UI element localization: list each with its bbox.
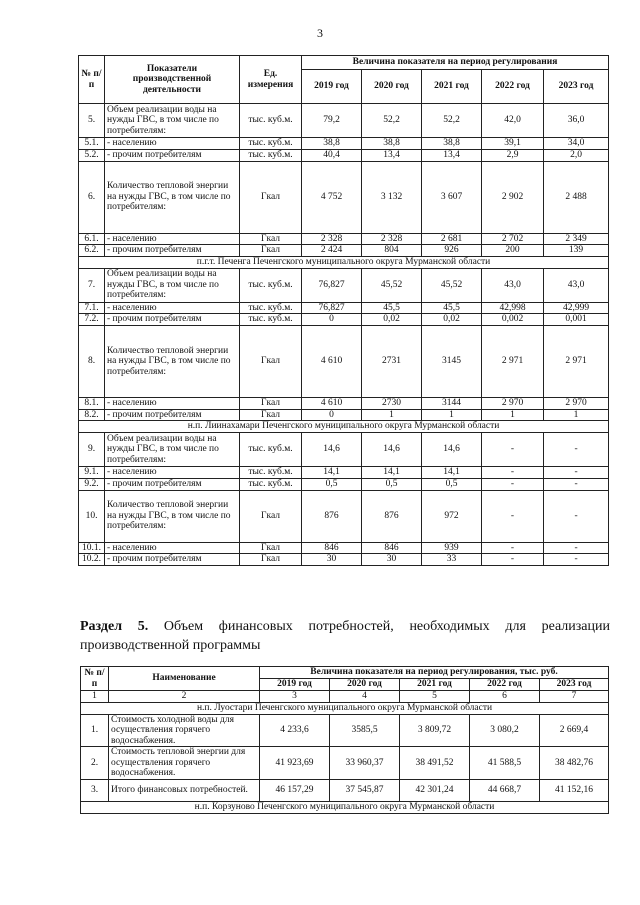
row-name: Количество тепловой энергии на нужды ГВС, в том числе по потребителям: [105, 326, 240, 398]
row-value: 38,8 [362, 138, 422, 150]
row-value: 14,1 [302, 467, 362, 479]
row-value: 2 681 [422, 233, 482, 245]
header-year: 2021 год [400, 679, 470, 691]
table-row [79, 104, 609, 138]
row-unit: Гкал [240, 409, 302, 421]
row-unit: Гкал [240, 398, 302, 410]
row-name: - населению [105, 138, 240, 150]
row-value: 36,0 [544, 104, 609, 138]
row-number: 8. [79, 326, 105, 398]
row-name: - прочим потребителям [105, 478, 240, 490]
table-row [81, 747, 609, 780]
row-name: - населению [105, 233, 240, 245]
row-name: Количество тепловой энергии на нужды ГВС, в том числе по потребителям: [105, 161, 240, 233]
row-name: Объем реализации воды на нужды ГВС, в том числе по потребителям: [105, 104, 240, 138]
row-value: 2,9 [482, 149, 544, 161]
row-value: 45,5 [422, 302, 482, 314]
row-value: 3145 [422, 326, 482, 398]
row-value: 926 [422, 245, 482, 257]
table-row [79, 478, 609, 490]
row-value: - [482, 433, 544, 467]
row-value: 3 080,2 [470, 714, 540, 747]
row-value: 0 [302, 409, 362, 421]
table-row [81, 779, 609, 801]
header-year: 2023 год [544, 70, 609, 104]
row-number: 8.1. [79, 398, 105, 410]
row-value: 41 923,69 [260, 747, 330, 780]
row-name: - населению [105, 302, 240, 314]
row-number: 1. [81, 714, 109, 747]
row-value: 846 [302, 542, 362, 554]
row-value: 3585,5 [330, 714, 400, 747]
row-value: 0,02 [362, 314, 422, 326]
row-value: 40,4 [302, 149, 362, 161]
row-value: 45,52 [422, 268, 482, 302]
row-unit: Гкал [240, 554, 302, 566]
row-value: 2 488 [544, 161, 609, 233]
row-value: 0,001 [544, 314, 609, 326]
row-value: 4 610 [302, 398, 362, 410]
row-name: Итого финансовых потребностей. [109, 779, 260, 801]
row-value: 42 301,24 [400, 779, 470, 801]
row-value: 2 424 [302, 245, 362, 257]
row-number: 10. [79, 490, 105, 542]
region-row [79, 256, 609, 268]
table1-body [79, 104, 609, 566]
row-number: 2. [81, 747, 109, 780]
row-value: 41 588,5 [470, 747, 540, 780]
header-unit: Ед. измерения [240, 56, 302, 104]
row-value: 4 752 [302, 161, 362, 233]
row-unit: тыс. куб.м. [240, 467, 302, 479]
row-value: 43,0 [544, 268, 609, 302]
row-number: 10.1. [79, 542, 105, 554]
row-unit: тыс. куб.м. [240, 104, 302, 138]
region-title: н.п. Лиинахамари Печенгского муниципального округа Мурманской области [79, 421, 609, 433]
row-value: 2730 [362, 398, 422, 410]
section5-heading [80, 617, 610, 655]
row-value: 876 [302, 490, 362, 542]
row-value: 2 328 [362, 233, 422, 245]
page-number: 3 [317, 26, 323, 40]
row-name: Количество тепловой энергии на нужды ГВС, в том числе по потребителям: [105, 490, 240, 542]
row-value: 2 702 [482, 233, 544, 245]
row-value: 52,2 [362, 104, 422, 138]
row-value: 2 970 [482, 398, 544, 410]
row-unit: тыс. куб.м. [240, 478, 302, 490]
row-unit: Гкал [240, 542, 302, 554]
row-unit: тыс. куб.м. [240, 433, 302, 467]
row-value: 76,827 [302, 268, 362, 302]
header-year: 2023 год [540, 679, 609, 691]
header-year: 2022 год [470, 679, 540, 691]
header-name: Наименование [109, 667, 260, 691]
header-year: 2022 год [482, 70, 544, 104]
row-value: 14,1 [362, 467, 422, 479]
row-value: 46 157,29 [260, 779, 330, 801]
row-value: 0 [302, 314, 362, 326]
row-value: 4 233,6 [260, 714, 330, 747]
row-unit: Гкал [240, 161, 302, 233]
table-row [79, 467, 609, 479]
row-value: 44 668,7 [470, 779, 540, 801]
header-indicator: Показатели производственной деятельности [105, 56, 240, 104]
column-index: 3 [260, 691, 330, 703]
row-value: 1 [544, 409, 609, 421]
row-value: 0,02 [422, 314, 482, 326]
row-value: 2 902 [482, 161, 544, 233]
row-value: 79,2 [302, 104, 362, 138]
table-row [79, 138, 609, 150]
row-name: Объем реализации воды на нужды ГВС, в том числе по потребителям: [105, 268, 240, 302]
row-value: - [482, 467, 544, 479]
row-name: - населению [105, 398, 240, 410]
row-name: - населению [105, 467, 240, 479]
row-value: 4 610 [302, 326, 362, 398]
row-name: - населению [105, 542, 240, 554]
region-title: н.п. Луостари Печенгского муниципального округа Мурманской области [81, 702, 609, 714]
row-value: 939 [422, 542, 482, 554]
header-year: 2021 год [422, 70, 482, 104]
row-value: 2 970 [544, 398, 609, 410]
row-value: 38 482,76 [540, 747, 609, 780]
header-year: 2020 год [362, 70, 422, 104]
header-value-title: Величина показателя на период регулирования [302, 56, 609, 70]
row-value: 200 [482, 245, 544, 257]
row-value: 45,5 [362, 302, 422, 314]
row-number: 6.1. [79, 233, 105, 245]
table-row [79, 161, 609, 233]
column-index: 2 [109, 691, 260, 703]
row-unit: Гкал [240, 490, 302, 542]
region-row [81, 702, 609, 714]
table-row [79, 554, 609, 566]
header-value-title: Величина показателя на период регулирования, тыс. руб. [260, 667, 609, 679]
row-value: 38 491,52 [400, 747, 470, 780]
row-value: 2 971 [482, 326, 544, 398]
column-index: 7 [540, 691, 609, 703]
row-value: 38,8 [422, 138, 482, 150]
row-number: 7.1. [79, 302, 105, 314]
row-number: 5.1. [79, 138, 105, 150]
table-row [79, 302, 609, 314]
row-value: 2 328 [302, 233, 362, 245]
row-value: 972 [422, 490, 482, 542]
row-value: 42,999 [544, 302, 609, 314]
table-row [79, 233, 609, 245]
header-num: № п/п [79, 56, 105, 104]
column-index: 5 [400, 691, 470, 703]
row-unit: Гкал [240, 245, 302, 257]
row-value: 13,4 [422, 149, 482, 161]
row-name: - прочим потребителям [105, 314, 240, 326]
row-value: 43,0 [482, 268, 544, 302]
table-row [79, 314, 609, 326]
production-indicators-table [78, 55, 609, 566]
row-name: - прочим потребителям [105, 554, 240, 566]
table-row [79, 409, 609, 421]
row-value: 0,5 [362, 478, 422, 490]
table-row [79, 245, 609, 257]
row-unit: Гкал [240, 233, 302, 245]
row-unit: тыс. куб.м. [240, 268, 302, 302]
table-row [79, 149, 609, 161]
row-value: 1 [482, 409, 544, 421]
row-value: 139 [544, 245, 609, 257]
section5-label: Раздел 5. [80, 619, 149, 634]
row-value: - [482, 554, 544, 566]
table-row [81, 714, 609, 747]
row-value: 14,6 [422, 433, 482, 467]
row-value: 2 971 [544, 326, 609, 398]
row-unit: Гкал [240, 326, 302, 398]
row-value: 1 [362, 409, 422, 421]
row-number: 10.2. [79, 554, 105, 566]
row-value: - [544, 478, 609, 490]
row-value: 2731 [362, 326, 422, 398]
row-name: - прочим потребителям [105, 149, 240, 161]
row-value: 14,6 [302, 433, 362, 467]
row-name: - прочим потребителям [105, 409, 240, 421]
region-title: п.г.т. Печенга Печенгского муниципального округа Мурманской области [79, 256, 609, 268]
row-value: 30 [302, 554, 362, 566]
header-year: 2020 год [330, 679, 400, 691]
row-value: - [544, 554, 609, 566]
section5-title: Объем финансовых потребностей, необходимых для реализации производственной программы [80, 619, 610, 653]
row-value: 1 [422, 409, 482, 421]
region-title: н.п. Корзуново Печенгского муниципального округа Мурманской области [81, 801, 609, 813]
row-unit: тыс. куб.м. [240, 314, 302, 326]
row-unit: тыс. куб.м. [240, 302, 302, 314]
row-value: 42,998 [482, 302, 544, 314]
table-row [79, 490, 609, 542]
row-value: 33 960,37 [330, 747, 400, 780]
row-value: 38,8 [302, 138, 362, 150]
row-value: - [544, 490, 609, 542]
row-value: - [544, 467, 609, 479]
row-value: 3 132 [362, 161, 422, 233]
row-number: 8.2. [79, 409, 105, 421]
row-value: 45,52 [362, 268, 422, 302]
row-value: 30 [362, 554, 422, 566]
row-value: 34,0 [544, 138, 609, 150]
table-row [79, 542, 609, 554]
row-number: 9.1. [79, 467, 105, 479]
row-value: - [544, 542, 609, 554]
row-value: 2 669,4 [540, 714, 609, 747]
row-value: 14,1 [422, 467, 482, 479]
row-value: - [482, 478, 544, 490]
row-name: Стоимость тепловой энергии для осуществления горячего водоснабжения. [109, 747, 260, 780]
row-value: 0,5 [422, 478, 482, 490]
row-name: Стоимость холодной воды для осуществления горячего водоснабжения. [109, 714, 260, 747]
region-row [79, 421, 609, 433]
row-value: 876 [362, 490, 422, 542]
row-value: 3 809,72 [400, 714, 470, 747]
row-value: - [482, 542, 544, 554]
column-index: 6 [470, 691, 540, 703]
row-number: 9.2. [79, 478, 105, 490]
region-row [81, 801, 609, 813]
row-value: 33 [422, 554, 482, 566]
table-row [79, 433, 609, 467]
row-value: 0,5 [302, 478, 362, 490]
table-row [79, 398, 609, 410]
header-num: № п/п [81, 667, 109, 691]
column-index: 1 [81, 691, 109, 703]
row-number: 9. [79, 433, 105, 467]
table2-body [81, 702, 609, 813]
row-value: 14,6 [362, 433, 422, 467]
row-value: - [544, 433, 609, 467]
row-value: 76,827 [302, 302, 362, 314]
row-value: 3144 [422, 398, 482, 410]
financial-needs-table [80, 666, 609, 814]
row-unit: тыс. куб.м. [240, 149, 302, 161]
row-value: 52,2 [422, 104, 482, 138]
row-value: 846 [362, 542, 422, 554]
row-value: 37 545,87 [330, 779, 400, 801]
row-number: 6.2. [79, 245, 105, 257]
row-value: 13,4 [362, 149, 422, 161]
row-name: - прочим потребителям [105, 245, 240, 257]
row-value: 42,0 [482, 104, 544, 138]
row-number: 7.2. [79, 314, 105, 326]
row-value: 804 [362, 245, 422, 257]
row-number: 5. [79, 104, 105, 138]
row-value: 41 152,16 [540, 779, 609, 801]
row-value: 0,002 [482, 314, 544, 326]
header-year: 2019 год [260, 679, 330, 691]
row-value: - [482, 490, 544, 542]
row-value: 3 607 [422, 161, 482, 233]
row-value: 2 349 [544, 233, 609, 245]
row-value: 39,1 [482, 138, 544, 150]
row-number: 3. [81, 779, 109, 801]
row-number: 5.2. [79, 149, 105, 161]
row-value: 2,0 [544, 149, 609, 161]
row-number: 6. [79, 161, 105, 233]
table-row [79, 268, 609, 302]
row-name: Объем реализации воды на нужды ГВС, в том числе по потребителям: [105, 433, 240, 467]
row-unit: тыс. куб.м. [240, 138, 302, 150]
column-index: 4 [330, 691, 400, 703]
table-row [79, 326, 609, 398]
header-year: 2019 год [302, 70, 362, 104]
row-number: 7. [79, 268, 105, 302]
